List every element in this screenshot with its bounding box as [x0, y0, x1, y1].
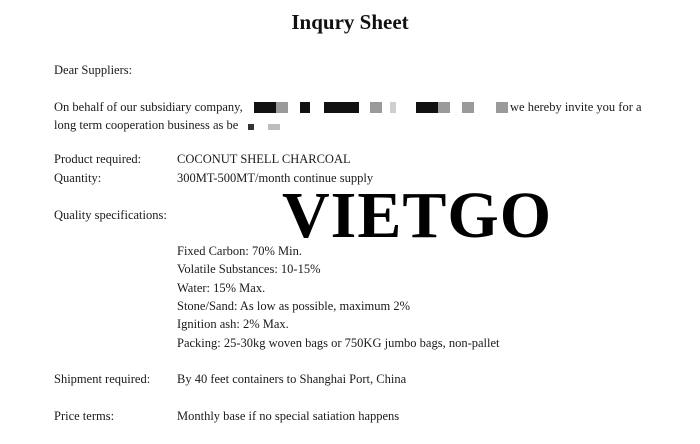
price-label: Price terms:: [54, 409, 115, 423]
quality-item: Water: 15% Max.: [177, 281, 266, 295]
quantity-value: 300MT-500MT/month continue supply: [177, 171, 374, 185]
shipment-value: By 40 feet containers to Shanghai Port, China: [177, 372, 407, 386]
intro-part2: we hereby invite you for a: [510, 100, 642, 114]
quality-item: Volatile Substances: 10-15%: [177, 262, 321, 276]
greeting: Dear Suppliers:: [54, 63, 133, 77]
shipment-label: Shipment required:: [54, 372, 151, 386]
redacted-text: [248, 122, 284, 130]
product-label: Product required:: [54, 152, 142, 166]
quality-item: Packing: 25-30kg woven bags or 750KG jumbo bags, non-pallet: [177, 336, 500, 350]
quality-item: Stone/Sand: As low as possible, maximum 2%: [177, 299, 410, 313]
price-value: Monthly base if no special satiation happens: [177, 409, 400, 423]
document-title: Inqury Sheet: [291, 10, 409, 34]
quantity-label: Quantity:: [54, 171, 102, 185]
quality-label: Quality specifications:: [54, 208, 167, 222]
intro-line2: long term cooperation business as be: [54, 118, 239, 132]
redacted-company-name: [254, 102, 510, 113]
intro-part1: On behalf of our subsidiary company,: [54, 100, 243, 114]
vietgo-watermark: VIETGO: [282, 179, 553, 252]
quality-item: Ignition ash: 2% Max.: [177, 317, 289, 331]
product-value: COCONUT SHELL CHARCOAL: [177, 152, 351, 166]
quality-item: Fixed Carbon: 70% Min.: [177, 244, 302, 258]
